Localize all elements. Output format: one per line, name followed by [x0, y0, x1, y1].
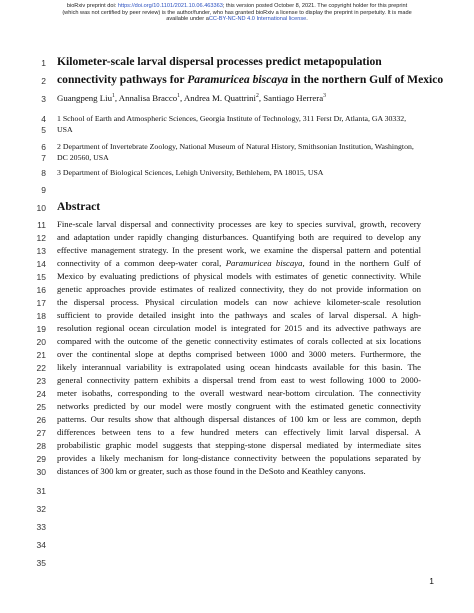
- line-number: 21: [36, 350, 46, 360]
- line-number: 7: [41, 153, 46, 163]
- banner-line-1: [40, 3, 434, 10]
- line-number: 6: [41, 142, 46, 152]
- banner-line-2: (which was not certified by peer review) is the author/funder, who has granted bioRxiv a license to display the preprint in perpetuity. It is made: [62, 9, 412, 16]
- line-number: 13: [36, 246, 46, 256]
- abstract-line: distances of 300 km or greater, such as those found in the DeSoto and Keathley canyons.: [57, 466, 366, 476]
- author-affil-sup: 2: [256, 93, 259, 100]
- line-number: 10: [36, 203, 46, 213]
- abstract-line: provides a likely mechanism for long-distance connectivity between the populations separated by: [57, 453, 421, 463]
- line-number: 22: [36, 363, 46, 373]
- line-number: 24: [36, 389, 46, 399]
- author: [184, 93, 263, 103]
- line-number: 9: [41, 185, 46, 195]
- abstract-line: differences between tens to a few hundred meters can effectively limit larval dispersal. A: [57, 427, 421, 437]
- author-sep: ,: [258, 93, 264, 103]
- line-number: 11: [37, 220, 46, 230]
- banner-license-suffix: .: [306, 16, 308, 23]
- author-name: Andrea M. Quattrini: [183, 93, 256, 103]
- abstract-line: sufficient to provide detailed insight into the pathways and scales of larval dispersal. A high-: [57, 310, 421, 320]
- author-affil-sup: 3: [323, 93, 326, 100]
- license-link[interactable]: CC-BY-NC-ND 4.0 International license: [208, 16, 307, 23]
- author-name: Guangpeng Liu: [57, 93, 112, 103]
- line-number: 2: [41, 76, 46, 86]
- banner-license-prefix: available under a: [166, 16, 209, 23]
- abstract-text: connectivity of a common deep-water coral,: [57, 258, 226, 268]
- author-affil-sup: 1: [177, 93, 180, 100]
- line-number: 26: [36, 415, 46, 425]
- title-text: connectivity pathways for: [57, 73, 188, 86]
- abstract-line: [57, 258, 421, 268]
- affiliation-3: 3 Department of Biological Sciences, Lehigh University, Bethlehem, PA 18015, USA: [57, 168, 324, 177]
- affiliation-1: 1 School of Earth and Atmospheric Sciences, Georgia Institute of Technology, 311 Ferst Dr, Atlanta, GA 30332,: [57, 114, 407, 123]
- line-number: 25: [36, 402, 46, 412]
- line-number: 12: [36, 233, 46, 243]
- preprint-banner: [40, 3, 434, 23]
- abstract-line: and adaptation under rapidly changing disturbances. Quantifying both are required to develop any: [57, 232, 421, 242]
- line-number: 27: [36, 428, 46, 438]
- line-number: 8: [41, 168, 46, 178]
- author-list: [57, 93, 421, 103]
- author-sep: ,: [180, 93, 184, 103]
- abstract-line: effective management strategy. In the present work, we examine the dispersal pattern and potential: [57, 245, 421, 255]
- abstract-line: the dispersal process. Physical circulation models can now achieve kilometer-scale resolution: [57, 297, 421, 307]
- abstract-line: patterns. Our results show that although dispersal distances of 100 km or less are common, depth: [57, 414, 421, 424]
- abstract-species: Paramuricea biscaya,: [225, 258, 305, 268]
- line-number: 31: [36, 486, 46, 496]
- page-number: 1: [429, 576, 434, 586]
- author-sep: ,: [114, 93, 119, 103]
- author: [263, 93, 326, 103]
- abstract-line: Mexico by evaluating predictions of physical models with estimates of genetic connectivity. While: [57, 271, 421, 281]
- banner-line-3: [40, 16, 434, 23]
- paper-title-line-1: Kilometer-scale larval dispersal processes predict metapopulation: [57, 55, 382, 68]
- author-affil-sup: 1: [111, 93, 115, 100]
- line-number: 33: [36, 522, 46, 532]
- line-number: 19: [36, 324, 46, 334]
- abstract-line: resolution regional ocean circulation model is integrated for 2015 and its advective pathways are: [57, 323, 421, 333]
- line-number: 23: [36, 376, 46, 386]
- abstract-line: probabilistic graphic model suggests that stepping-stone dispersal mediated by intermediate sites: [57, 440, 421, 450]
- line-number: 4: [41, 114, 46, 124]
- author-name: Santiago Herrera: [263, 93, 324, 103]
- paper-title-line-2: [57, 73, 444, 86]
- abstract-line: over the continental slope at depths comprised between 1000 and 3000 meters. Furthermore, the: [57, 349, 421, 359]
- abstract-line: compared with the outcome of the genetic connectivity estimates of corals collected at six locations: [57, 336, 421, 346]
- line-number: 30: [36, 467, 46, 477]
- abstract-line: likely interannual variability is extrapolated using ocean hindcasts available for this basin. The: [57, 362, 421, 372]
- line-number: 16: [36, 285, 46, 295]
- author-name: Annalisa Bracco: [118, 93, 178, 103]
- line-number: 35: [36, 558, 46, 568]
- line-number: 28: [36, 441, 46, 451]
- abstract-line: genetic approaches provide estimates of realized connectivity, they do not provide information on: [57, 284, 421, 294]
- line-number: 15: [36, 272, 46, 282]
- banner-prefix: bioRxiv preprint doi:: [66, 3, 118, 9]
- abstract-line: networks predicted by our model were mostly congruent with the estimated genetic connectivity: [57, 401, 421, 411]
- line-number: 5: [41, 125, 46, 135]
- title-text: in the northern Gulf of Mexico: [288, 73, 444, 86]
- abstract-heading: Abstract: [57, 200, 101, 213]
- affiliation-1-cont: USA: [57, 125, 73, 134]
- abstract-text: found in the northern Gulf of: [304, 258, 421, 268]
- line-number: 1: [41, 58, 46, 68]
- line-number: 18: [36, 311, 46, 321]
- title-species: Paramuricea biscaya: [187, 73, 289, 86]
- doi-link[interactable]: https://doi.org/10.1101/2021.10.06.463363: [117, 3, 223, 9]
- line-number: 20: [36, 337, 46, 347]
- line-number: 17: [36, 298, 46, 308]
- line-number: 34: [36, 540, 46, 550]
- author: [57, 93, 119, 103]
- line-number: 32: [36, 504, 46, 514]
- affiliation-2: 2 Department of Invertebrate Zoology, National Museum of Natural History, Smithsonian Institution, Washington,: [57, 142, 414, 151]
- author: [119, 93, 184, 103]
- line-number: 29: [36, 454, 46, 464]
- affiliation-2-cont: DC 20560, USA: [57, 153, 109, 162]
- abstract-line: general connectivity pattern exhibits a dispersal trend from east to west following 1000 to 2000-: [57, 375, 421, 385]
- line-number: 14: [36, 259, 46, 269]
- abstract-line: Fine-scale larval dispersal and connectivity processes are key to species survival, growth, recovery: [57, 219, 421, 229]
- line-number: 3: [41, 94, 46, 104]
- abstract-line: meter isobaths, corresponding to the overall westward near-bottom circulation. The connectivity: [57, 388, 421, 398]
- banner-suffix: ; this version posted October 8, 2021. The copyright holder for this preprint: [222, 3, 408, 9]
